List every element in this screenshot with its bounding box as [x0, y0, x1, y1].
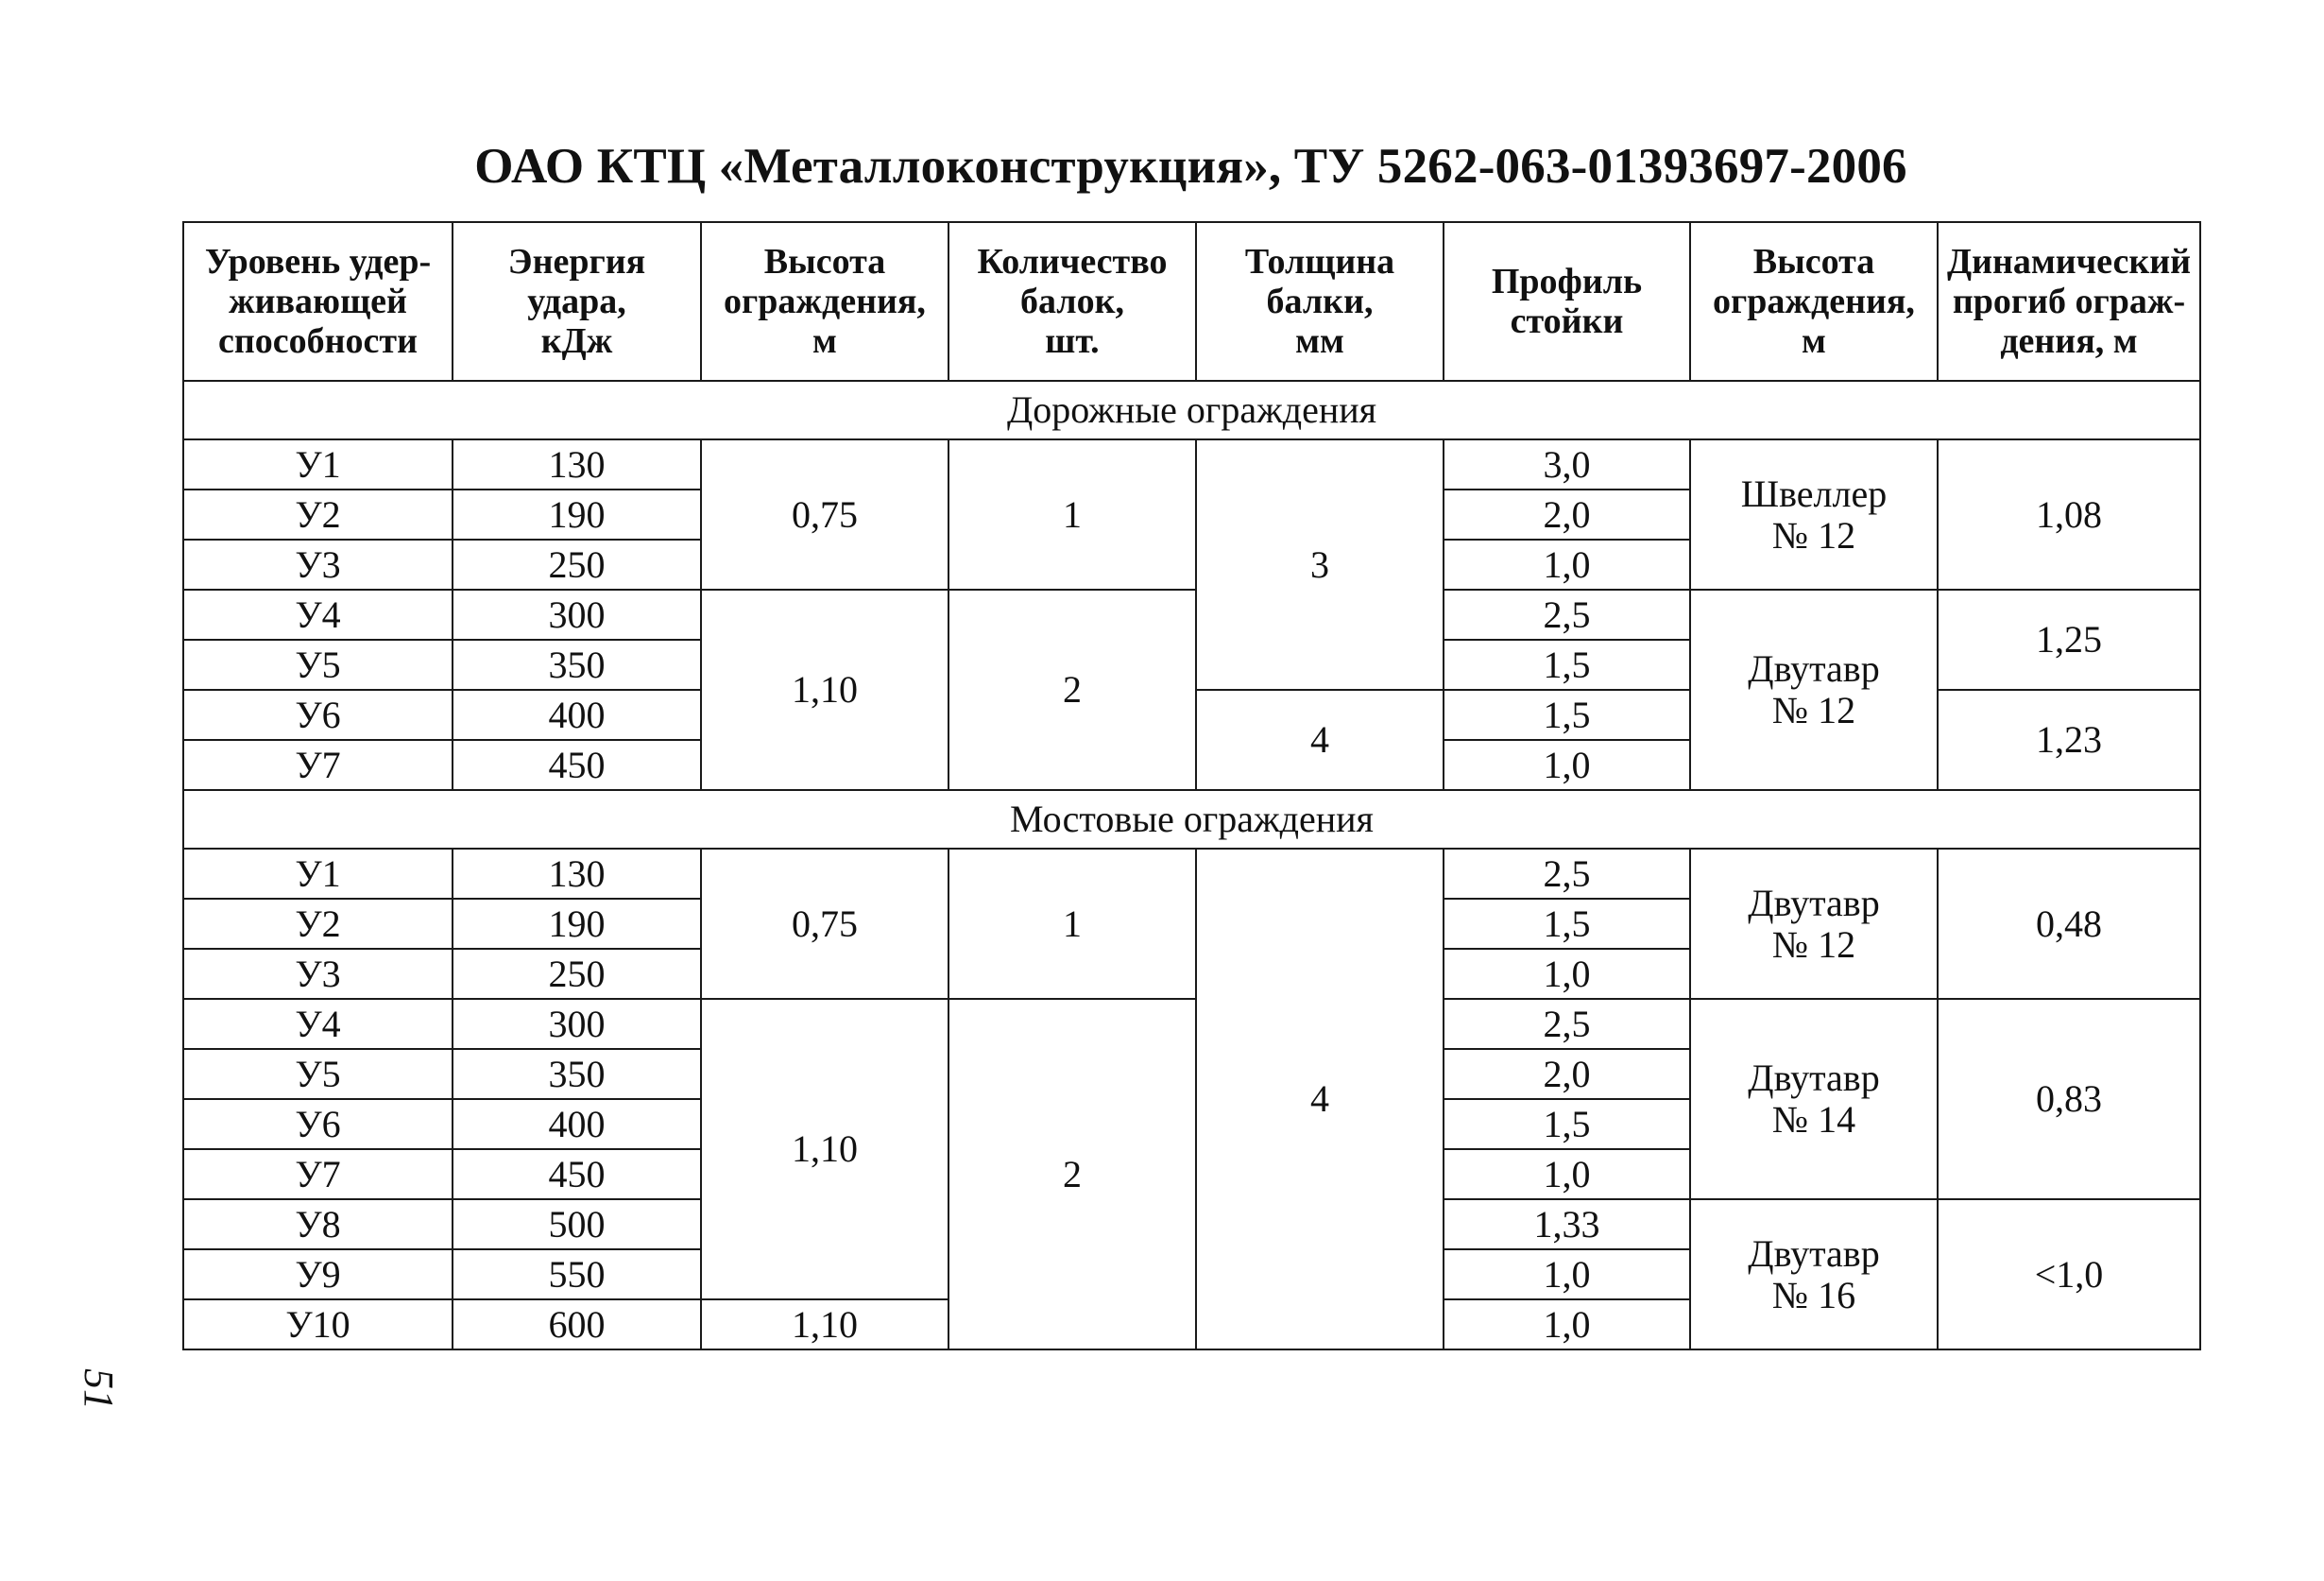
- post-height-cell: 2,0: [1444, 1049, 1690, 1099]
- table-row: [183, 999, 2200, 1049]
- post-height-cell: 1,0: [1444, 540, 1690, 590]
- profile-number: № 12: [1771, 922, 1856, 966]
- level-cell: У2: [183, 490, 453, 540]
- energy-cell: 350: [453, 640, 701, 690]
- table-row: [183, 590, 2200, 640]
- profile-number: № 12: [1771, 513, 1856, 557]
- profile-name: Двутавр: [1748, 881, 1880, 924]
- post-height-cell: 2,5: [1444, 590, 1690, 640]
- height-cell: 0,75: [701, 439, 948, 590]
- header-height-2-line-2: ограждения,: [1713, 282, 1915, 321]
- deflection-cell: <1,0: [1938, 1199, 2200, 1349]
- deflection-cell: 1,25: [1938, 590, 2200, 690]
- header-height-2-line-3: м: [1802, 321, 1826, 361]
- energy-cell: 450: [453, 1149, 701, 1199]
- post-height-cell: 1,0: [1444, 1249, 1690, 1299]
- header-post-profile-line-1: Профиль: [1491, 262, 1643, 301]
- deflection-cell: 0,48: [1938, 849, 2200, 999]
- level-cell: У2: [183, 899, 453, 949]
- header-height-2: [1690, 222, 1938, 381]
- header-energy-line-3: кДж: [540, 321, 613, 361]
- header-deflection-line-3: дения, м: [2000, 321, 2138, 361]
- post-height-cell: 1,0: [1444, 740, 1690, 790]
- header-post-profile: [1444, 222, 1690, 381]
- profile-number: № 12: [1771, 689, 1856, 731]
- beam-count-cell: 2: [948, 590, 1196, 790]
- level-cell: У4: [183, 999, 453, 1049]
- level-cell: У6: [183, 1099, 453, 1149]
- energy-cell: 400: [453, 690, 701, 740]
- thickness-cell: 4: [1196, 690, 1444, 790]
- table-row: [183, 439, 2200, 490]
- header-deflection-line-2: прогиб ограж-: [1952, 282, 2186, 321]
- profile-cell: [1690, 1199, 1938, 1349]
- energy-cell: 190: [453, 490, 701, 540]
- header-height-line-1: Высота: [763, 242, 886, 282]
- header-height-line-2: ограждения,: [724, 282, 926, 321]
- post-height-cell: 1,0: [1444, 949, 1690, 999]
- energy-cell: 550: [453, 1249, 701, 1299]
- header-level-line-3: способности: [218, 321, 418, 361]
- header-beam-thickness-line-2: балки,: [1266, 282, 1374, 321]
- level-cell: У8: [183, 1199, 453, 1249]
- guardrail-spec-table: [182, 221, 2201, 1350]
- section-row-road: [183, 381, 2200, 439]
- profile-name: Швеллер: [1740, 472, 1888, 515]
- table-row: [183, 849, 2200, 899]
- post-height-cell: 1,5: [1444, 690, 1690, 740]
- header-beam-count: [948, 222, 1196, 381]
- header-energy: [453, 222, 701, 381]
- header-beam-thickness-line-3: мм: [1295, 321, 1344, 361]
- header-level-line-2: живающей: [229, 282, 407, 321]
- level-cell: У5: [183, 1049, 453, 1099]
- profile-name: Двутавр: [1748, 1231, 1880, 1275]
- header-height-2-line-1: Высота: [1752, 242, 1875, 282]
- energy-cell: 400: [453, 1099, 701, 1149]
- height-cell: 1,10: [701, 999, 948, 1299]
- energy-cell: 600: [453, 1299, 701, 1349]
- profile-cell: [1690, 439, 1938, 590]
- header-level: [183, 222, 453, 381]
- profile-number: № 16: [1771, 1273, 1856, 1316]
- header-beam-count-line-3: шт.: [1045, 321, 1100, 361]
- header-height: [701, 222, 948, 381]
- post-height-cell: 2,5: [1444, 849, 1690, 899]
- energy-cell: 300: [453, 999, 701, 1049]
- level-cell: У3: [183, 540, 453, 590]
- level-cell: У9: [183, 1249, 453, 1299]
- header-beam-thickness: [1196, 222, 1444, 381]
- profile-cell: [1690, 590, 1938, 790]
- energy-cell: 350: [453, 1049, 701, 1099]
- energy-cell: 130: [453, 849, 701, 899]
- profile-name: Двутавр: [1748, 1057, 1880, 1099]
- header-energy-line-2: удара,: [527, 282, 626, 321]
- post-height-cell: 1,5: [1444, 1099, 1690, 1149]
- beam-count-cell: 2: [948, 999, 1196, 1349]
- level-cell: У7: [183, 1149, 453, 1199]
- energy-cell: 500: [453, 1199, 701, 1249]
- energy-cell: 130: [453, 439, 701, 490]
- height-cell: 1,10: [701, 590, 948, 790]
- header-level-line-1: Уровень удер-: [204, 242, 432, 282]
- header-deflection: [1938, 222, 2200, 381]
- section-row-bridge: [183, 790, 2200, 849]
- thickness-cell: 3: [1196, 439, 1444, 690]
- post-height-cell: 2,0: [1444, 490, 1690, 540]
- post-height-cell: 2,5: [1444, 999, 1690, 1049]
- energy-cell: 250: [453, 540, 701, 590]
- section-label-road: Дорожные ограждения: [183, 381, 2200, 439]
- post-height-cell: 3,0: [1444, 439, 1690, 490]
- profile-name: Двутавр: [1748, 647, 1880, 690]
- section-label-bridge: Мостовые ограждения: [183, 790, 2200, 849]
- height-cell: 1,10: [701, 1299, 948, 1349]
- energy-cell: 450: [453, 740, 701, 790]
- level-cell: У7: [183, 740, 453, 790]
- deflection-cell: 1,08: [1938, 439, 2200, 590]
- beam-count-cell: 1: [948, 439, 1196, 590]
- deflection-cell: 0,83: [1938, 999, 2200, 1199]
- beam-count-cell: 1: [948, 849, 1196, 999]
- deflection-cell: 1,23: [1938, 690, 2200, 790]
- level-cell: У6: [183, 690, 453, 740]
- post-height-cell: 1,33: [1444, 1199, 1690, 1249]
- level-cell: У1: [183, 849, 453, 899]
- level-cell: У5: [183, 640, 453, 690]
- profile-number: № 14: [1771, 1098, 1856, 1141]
- level-cell: У1: [183, 439, 453, 490]
- level-cell: У3: [183, 949, 453, 999]
- post-height-cell: 1,5: [1444, 899, 1690, 949]
- header-energy-line-1: Энергия: [507, 242, 646, 282]
- level-cell: У10: [183, 1299, 453, 1349]
- header-post-profile-line-2: стойки: [1510, 301, 1624, 341]
- post-height-cell: 1,0: [1444, 1299, 1690, 1349]
- header-beam-thickness-line-1: Толщина: [1244, 242, 1395, 282]
- height-cell: 0,75: [701, 849, 948, 999]
- profile-cell: [1690, 999, 1938, 1199]
- header-beam-count-line-2: балок,: [1019, 282, 1125, 321]
- thickness-cell: 4: [1196, 849, 1444, 1349]
- page-number: 51: [76, 1368, 122, 1410]
- energy-cell: 300: [453, 590, 701, 640]
- energy-cell: 190: [453, 899, 701, 949]
- header-height-line-3: м: [812, 321, 837, 361]
- post-height-cell: 1,0: [1444, 1149, 1690, 1199]
- header-beam-count-line-1: Количество: [977, 242, 1168, 282]
- header-deflection-line-1: Динамический: [1946, 242, 2192, 282]
- level-cell: У4: [183, 590, 453, 640]
- energy-cell: 250: [453, 949, 701, 999]
- post-height-cell: 1,5: [1444, 640, 1690, 690]
- table-header-row: [183, 222, 2200, 381]
- page-title: ОАО КТЦ «Металлоконструкция», ТУ 5262-063-01393697-2006: [474, 139, 1907, 194]
- profile-cell: [1690, 849, 1938, 999]
